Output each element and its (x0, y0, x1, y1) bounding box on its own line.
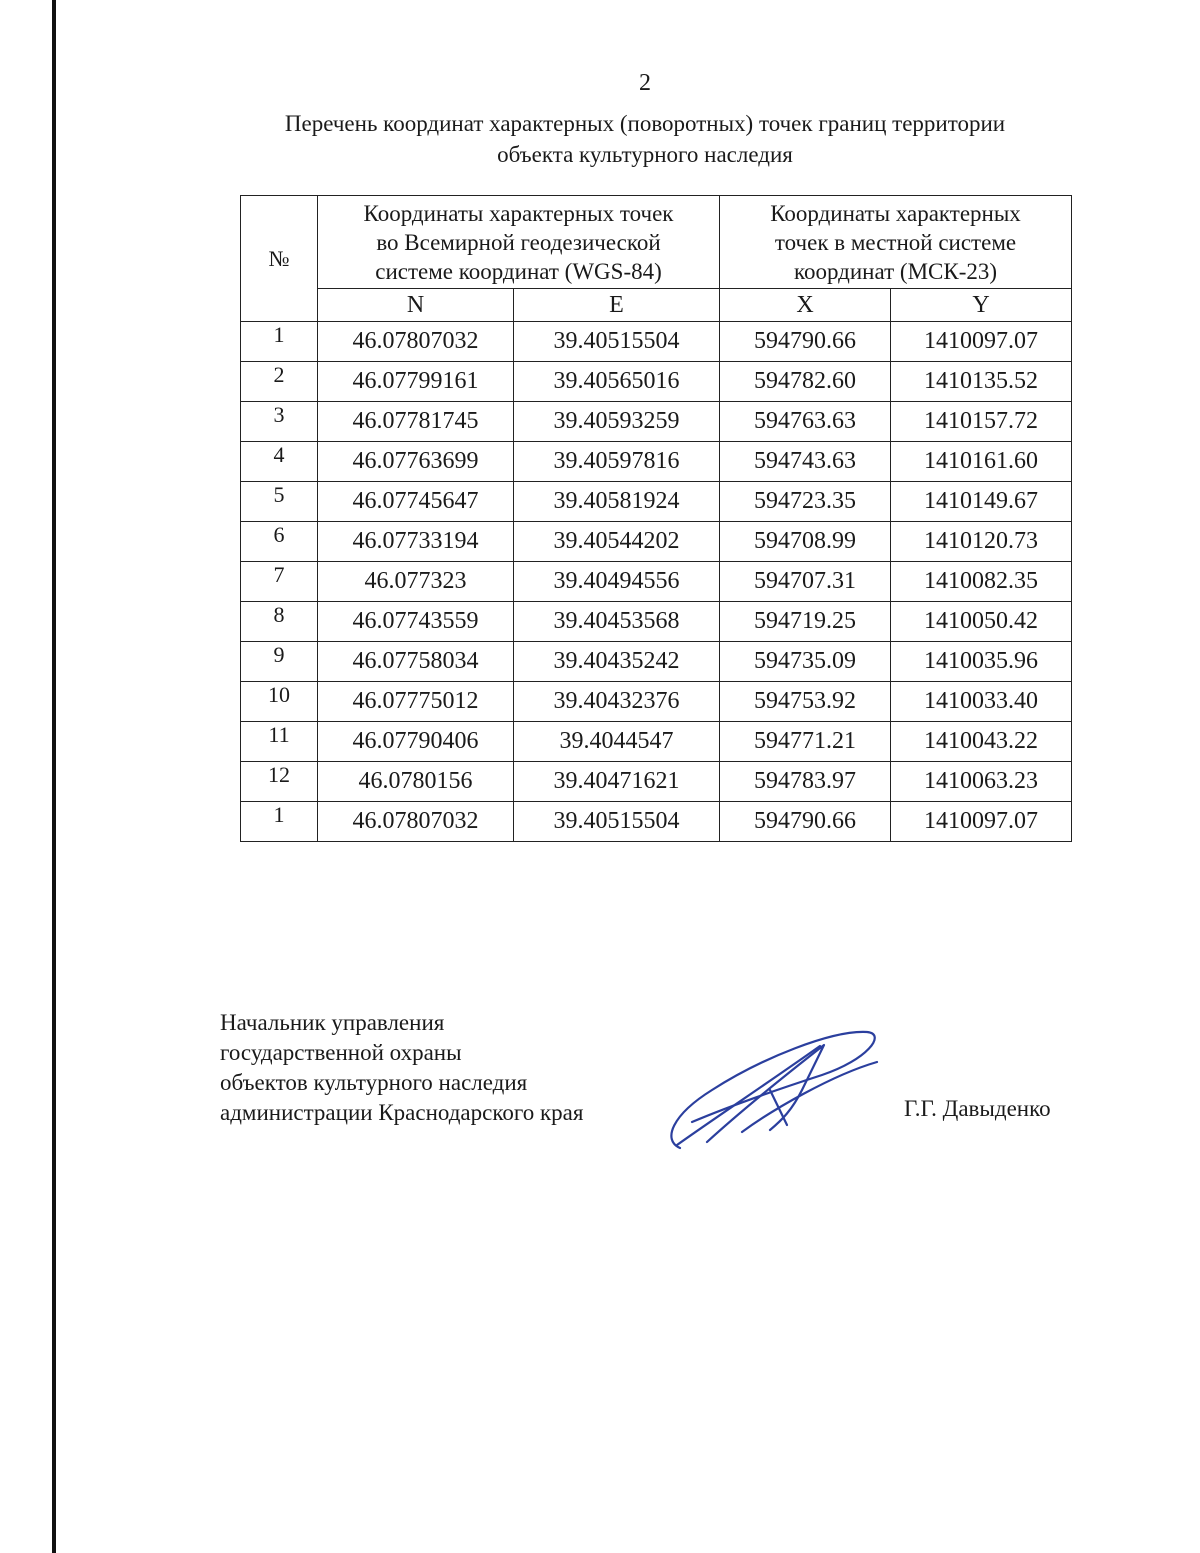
x-coordinate-cell: 594753.92 (720, 682, 891, 722)
x-coordinate-cell: 594743.63 (720, 442, 891, 482)
y-coordinate-cell: 1410135.52 (891, 362, 1072, 402)
signer-name: Г.Г. Давыденко (904, 1096, 1051, 1121)
e-coordinate-cell: 39.40544202 (514, 522, 720, 562)
table-header-row (241, 196, 1072, 289)
table-subheader-row (241, 289, 1072, 322)
header-number: № (241, 196, 318, 322)
y-coordinate-cell: 1410082.35 (891, 562, 1072, 602)
position-line-2: государственной охраны (220, 1040, 462, 1065)
point-number-cell: 12 (241, 762, 318, 802)
n-coordinate-cell: 46.07758034 (318, 642, 514, 682)
x-coordinate-cell: 594790.66 (720, 322, 891, 362)
position-line-4: администрации Краснодарского края (220, 1100, 584, 1125)
subheader-x: X (720, 289, 891, 322)
table-row (241, 762, 1072, 802)
y-coordinate-cell: 1410097.07 (891, 322, 1072, 362)
header-msk23-line-2: точек в местной системе (774, 229, 1017, 255)
e-coordinate-cell: 39.40593259 (514, 402, 720, 442)
n-coordinate-cell: 46.07743559 (318, 602, 514, 642)
point-number-cell: 9 (241, 642, 318, 682)
x-coordinate-cell: 594723.35 (720, 482, 891, 522)
e-coordinate-cell: 39.40597816 (514, 442, 720, 482)
table-row (241, 682, 1072, 722)
n-coordinate-cell: 46.077323 (318, 562, 514, 602)
signatory-position (220, 1008, 583, 1128)
table-row (241, 322, 1072, 362)
point-number-cell: 4 (241, 442, 318, 482)
x-coordinate-cell: 594763.63 (720, 402, 891, 442)
n-coordinate-cell: 46.07745647 (318, 482, 514, 522)
table-row (241, 522, 1072, 562)
y-coordinate-cell: 1410149.67 (891, 482, 1072, 522)
e-coordinate-cell: 39.4044547 (514, 722, 720, 762)
header-wgs84-line-1: Координаты характерных точек (363, 200, 674, 226)
y-coordinate-cell: 1410035.96 (891, 642, 1072, 682)
y-coordinate-cell: 1410050.42 (891, 602, 1072, 642)
x-coordinate-cell: 594707.31 (720, 562, 891, 602)
point-number-cell: 10 (241, 682, 318, 722)
subheader-y: Y (891, 289, 1072, 322)
point-number-cell: 1 (241, 802, 318, 842)
n-coordinate-cell: 46.07790406 (318, 722, 514, 762)
title-line-2: объекта культурного наследия (497, 142, 793, 167)
x-coordinate-cell: 594782.60 (720, 362, 891, 402)
coordinates-table (240, 195, 1072, 842)
e-coordinate-cell: 39.40581924 (514, 482, 720, 522)
point-number-cell: 6 (241, 522, 318, 562)
y-coordinate-cell: 1410161.60 (891, 442, 1072, 482)
y-coordinate-cell: 1410063.23 (891, 762, 1072, 802)
header-msk23 (720, 196, 1072, 289)
position-line-3: объектов культурного наследия (220, 1070, 528, 1095)
y-coordinate-cell: 1410043.22 (891, 722, 1072, 762)
header-wgs84-line-3: системе координат (WGS-84) (375, 258, 662, 284)
n-coordinate-cell: 46.07807032 (318, 322, 514, 362)
n-coordinate-cell: 46.07733194 (318, 522, 514, 562)
n-coordinate-cell: 46.07799161 (318, 362, 514, 402)
n-coordinate-cell: 46.0780156 (318, 762, 514, 802)
point-number-cell: 2 (241, 362, 318, 402)
point-number-cell: 11 (241, 722, 318, 762)
point-number-cell: 7 (241, 562, 318, 602)
header-msk23-line-1: Координаты характерных (770, 200, 1021, 226)
n-coordinate-cell: 46.07781745 (318, 402, 514, 442)
signature-strokes (671, 1032, 877, 1148)
title-line-1: Перечень координат характерных (поворотных) точек границ территории (284, 111, 1006, 136)
x-coordinate-cell: 594790.66 (720, 802, 891, 842)
table-row (241, 562, 1072, 602)
table-row (241, 482, 1072, 522)
x-coordinate-cell: 594771.21 (720, 722, 891, 762)
point-number-cell: 1 (241, 322, 318, 362)
subheader-n: N (318, 289, 514, 322)
document-title (230, 108, 1060, 170)
table-row (241, 602, 1072, 642)
y-coordinate-cell: 1410157.72 (891, 402, 1072, 442)
n-coordinate-cell: 46.07775012 (318, 682, 514, 722)
x-coordinate-cell: 594735.09 (720, 642, 891, 682)
n-coordinate-cell: 46.07763699 (318, 442, 514, 482)
point-number-cell: 8 (241, 602, 318, 642)
e-coordinate-cell: 39.40494556 (514, 562, 720, 602)
table-row (241, 362, 1072, 402)
table-row (241, 402, 1072, 442)
e-coordinate-cell: 39.40565016 (514, 362, 720, 402)
y-coordinate-cell: 1410097.07 (891, 802, 1072, 842)
e-coordinate-cell: 39.40435242 (514, 642, 720, 682)
x-coordinate-cell: 594783.97 (720, 762, 891, 802)
handwritten-signature (652, 1020, 882, 1160)
header-msk23-line-3: координат (МСК-23) (793, 258, 998, 284)
table-row (241, 642, 1072, 682)
e-coordinate-cell: 39.40515504 (514, 322, 720, 362)
x-coordinate-cell: 594708.99 (720, 522, 891, 562)
header-wgs84 (318, 196, 720, 289)
subheader-e: E (514, 289, 720, 322)
table-body (241, 322, 1072, 842)
e-coordinate-cell: 39.40515504 (514, 802, 720, 842)
point-number-cell: 5 (241, 482, 318, 522)
e-coordinate-cell: 39.40471621 (514, 762, 720, 802)
table-row (241, 722, 1072, 762)
header-wgs84-line-2: во Всемирной геодезической (376, 229, 661, 255)
page-number: 2 (639, 70, 651, 96)
y-coordinate-cell: 1410120.73 (891, 522, 1072, 562)
point-number-cell: 3 (241, 402, 318, 442)
table-row (241, 802, 1072, 842)
e-coordinate-cell: 39.40453568 (514, 602, 720, 642)
x-coordinate-cell: 594719.25 (720, 602, 891, 642)
table-row (241, 442, 1072, 482)
n-coordinate-cell: 46.07807032 (318, 802, 514, 842)
scan-edge-shadow (52, 0, 56, 1553)
y-coordinate-cell: 1410033.40 (891, 682, 1072, 722)
position-line-1: Начальник управления (220, 1010, 445, 1035)
e-coordinate-cell: 39.40432376 (514, 682, 720, 722)
